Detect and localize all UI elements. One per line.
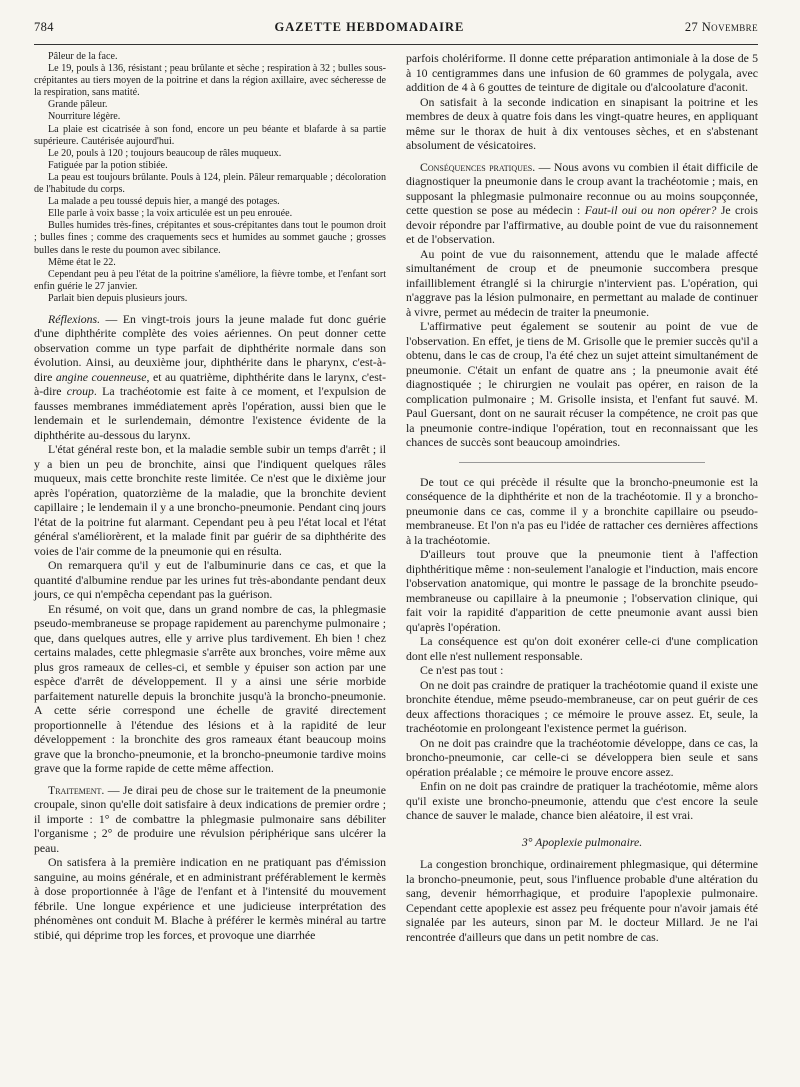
page-header (34, 20, 758, 42)
body-paragraph: La congestion bronchique, ordinairement phlegmasique, qui détermine la broncho-pneumonie, peut, sous l'influence probable d'une altération du sang, devenir hémorrhagique, et produire l'apoplexie pulmonaire. Cependant cette apoplexie est assez peu fréquente pour n'avoir jamais été signalée par les auteurs, sinon par M. le docteur Millard. Je ne l'ai rencontrée d'ailleurs que dans un petit nombre de cas. (406, 857, 758, 944)
note-paragraph: Pâleur de la face. (48, 51, 118, 62)
traitement-lead: Traitement. (48, 782, 105, 797)
text-run: — Je dirai peu de chose sur le traitement de la pneumonie croupale, sinon qu'elle doit satisfaire à deux indications de premier ordre ; il importe : 1° de combattre la phlegmasie pulmonaire sans débiliter l'organisme ; 2° de produire une révulsion périphérique sans ulcérer la peau. (34, 782, 386, 855)
traitement-paragraph (34, 783, 386, 856)
note-paragraph: Grande pâleur. (48, 99, 108, 111)
text-run: . La trachéotomie est faite à ce moment, et l'expulsion de fausses membranes immédiatement après l'opération, aussi bien que le lendemain et le surlendemain, démontre l'existence évidente de la diphthérite au-dessous du larynx. (34, 384, 386, 442)
body-paragraph: On remarquera qu'il y eut de l'albuminurie dans ce cas, et que la quantité d'albumine rendue par les urines fut très-abondante pendant deux jours, ce qui n'empêcha cependant pas la guérison. (34, 558, 386, 602)
issue-day: 27 (684, 20, 699, 34)
section-divider (459, 462, 705, 463)
note-paragraph: Le 19, pouls à 136, résistant ; peau brûlante et sèche ; respiration à 32 ; bulles sous-crépitantes au tiers moyen de la poitrine et dans la région axillaire, avec sécheresse de la respiration, sans matité. (34, 63, 386, 99)
reflexions-section (34, 312, 386, 943)
note-paragraph: Le 20, pouls à 120 ; toujours beaucoup de râles muqueux. (48, 147, 282, 159)
clinical-notes (34, 51, 386, 305)
body-paragraph: De tout ce qui précède il résulte que la broncho-pneumonie est la conséquence de la diphthérite et non de la trachéotomie. Il y a broncho-pneumonie dans ce cas, comme il y a bronchite capillaire ou pseudo-membraneuse. Et l'on n'a pas eu l'idée de rattacher ces dernières affections à la trachéotomie. (406, 474, 758, 547)
note-paragraph: La plaie est cicatrisée à son fond, encore un peu béante et blafarde à sa partie supérieure. Cautérisée aujourd'hui. (34, 123, 386, 147)
issue-date (685, 20, 758, 35)
page-number: 784 (34, 20, 54, 34)
note-paragraph: La peau est toujours brûlante. Pouls à 124, plein. Pâleur remarquable ; décoloration de l'habitude du corps. (34, 171, 386, 196)
journal-title: GAZETTE HEBDOMADAIRE (274, 20, 465, 34)
body-paragraph: L'affirmative peut également se soutenir au point de vue de l'observation. En effet, je tiens de M. Grisolle que le premier succès qu'il a obtenu, dans le cas de croup, l'a été chez un sujet atteint simultanément de pneumonie. C'était un enfant de quatre ans ; la pneumonie avait été diagnostiquée ; le chirurgien ne voulait pas opérer, en raison de la complication pulmonaire ; M. Grisolle insista, et l'enfant fut sauvé. M. Paul Guersant, dont on ne saurait récuser la compétence, ne croit pas que la pneumonie contre-indique l'opération, tout en reconnaissant que les chances de succès sont beaucoup amoindries. (406, 319, 758, 449)
body-paragraph: On satisfera à la première indication en ne pratiquant pas d'émission sanguine, au moins générale, et en administrant préférablement le kermès à dose proportionnée à l'âge de l'enfant et à l'intensité du mouvement fébrile. Une longue expérience et une judicieuse interprétation des phénomènes ont conduit M. Blache à préférer le kermès minéral au tartre stibié, qui déprime trop les forces, et provoque une diarrhée (34, 855, 386, 942)
right-column (406, 51, 758, 944)
body-paragraph: On satisfait à la seconde indication en sinapisant la poitrine et les membres de deux à quatre fois dans les vingt-quatre heures, en appliquant même sur le thorax de huit à dix ventouses sèches, et en s'abstenant absolument de vésicatoires. (406, 94, 758, 152)
body-paragraph: Ce n'est pas tout : (420, 663, 504, 677)
text-run: , et au quatrième, diphthérite dans le larynx, c'est-à-dire (34, 369, 387, 399)
body-paragraph: D'ailleurs tout prouve que la pneumonie tient à l'affection diphthéritique même : non-seulement l'analogie et l'induction, mais encore l'observation anatomique, qui montre le passage de la bronchite pseudo-membraneuse ou capillaire à la pneumonie ; l'observation clinique, qui fait voir la rapidité d'apparition de cette pneumonie avant aussi bien qu'après l'opération. (406, 547, 758, 634)
emphasis: angine couenneuse (55, 369, 147, 384)
section-heading (406, 835, 758, 850)
body-paragraph: On ne doit pas craindre de pratiquer la trachéotomie quand il existe une bronchite étendue, même pseudo-membraneuse, car on peut guérir de ces deux affections thoraciques ; ce mémoire le prouve assez. Et, seule, la trachéotomie en prolongeant l'existence permet la guérison. (406, 677, 758, 735)
columns (34, 51, 758, 944)
body-paragraph: En résumé, on voit que, dans un grand nombre de cas, la phlegmasie pseudo-membraneuse se propage rapidement au parenchyme pulmonaire ; que, dans quelques autres, elle y arrive plus tardivement. Eh bien ! chez certains malades, cette phlegmasie s'arrête aux bronches, voire même aux plus gros rameaux de celles-ci, et semble y épuiser son action par une espèce d'arrêt de développement. Il y a ainsi une série morbide parfaitement naturelle depuis la bronchite jusqu'à la broncho-pneumonie. A cette série correspond une échelle de gravité directement proportionnelle à l'étendue des lésions et à la rapidité de leur développement : la bronchite des gros rameaux étant beaucoup moins grave que la broncho-pneumonie, et la broncho-pneumonie tardive moins grave que la forme rapide de cette même affection. (34, 601, 386, 776)
body-paragraph: Au point de vue du raisonnement, attendu que le malade affecté simultanément de croup et de pneumonie succombera presque infailliblement étranglé si la chirurgie n'intervient pas. L'opération, qui n'aggrave pas la lésion pulmonaire, en permettant au malade de continuer à vivre, permet au médecin de traiter la pneumonie. (406, 246, 758, 319)
note-paragraph: Fatiguée par la potion stibiée. (48, 159, 168, 171)
section-title: 3° Apoplexie pulmonaire. (521, 834, 643, 849)
body-paragraph: Enfin on ne doit pas craindre de pratiquer la trachéotomie, même alors qu'il existe une broncho-pneumonie, attendu que c'est encore la seule chance de sauver le malade, chance bien aléatoire, il est vrai. (406, 779, 758, 822)
note-paragraph: Cependant peu à peu l'état de la poitrine s'améliore, la fièvre tombe, et l'enfant sort enfin guérie le 27 janvier. (34, 268, 386, 292)
note-paragraph: Bulles humides très-fines, crépitantes et sous-crépitantes dans tout le poumon droit ; bulles fines ; comme des craquements secs et humides au sommet gauche ; grosses bulles dans le reste du poumon avec sibilance. (34, 220, 386, 256)
consequences-lead: Conséquences pratiques. (420, 159, 536, 174)
emphasis: croup (66, 384, 94, 399)
emphasis: Faut-il oui ou non opérer? (584, 203, 717, 217)
body-paragraph: L'état général reste bon, et la maladie semble subir un temps d'arrêt ; il y a bien un peu de bronchite, ainsi que l'indiquent quelques râles muqueux, mais cette bronchite reste limitée. Ce n'est que le dixième jour après l'opération, quatorzième de la maladie, que la bronchite devient capillaire ; le lendemain il y a une broncho-pneumonie. Pendant cinq jours l'état de la poitrine fut alarmant. Cependant peu à peu l'état local et l'état général s'améliorèrent, et la malade finit par guérir de sa diphthérite des voies de l'air comme de la pneumonie qui en résulta. (34, 442, 386, 558)
note-paragraph: Nourriture légère. (48, 111, 121, 123)
text-run: — Nous avons vu combien il était difficile de diagnostiquer la pneumonie dans le croup avant la trachéotomie ; mais, en supposant la phlegmasie pulmonaire reconnue ou au moins soupçonnée, cette question se pose au médecin : (406, 159, 758, 217)
body-paragraph: On ne doit pas craindre que la trachéotomie développe, dans ce cas, la broncho-pneumonie, car celle-ci se développera bien seule et sans opération préalable ; ce mémoire le prouve encore assez. (406, 735, 758, 779)
issue-month: Novembre (701, 20, 758, 34)
text-run: Je crois devoir répondre par l'affirmative, au double point de vue du raisonnement et de l'observation. (406, 203, 758, 246)
note-paragraph: Parlait bien depuis plusieurs jours. (48, 292, 188, 304)
note-paragraph: La malade a peu toussé depuis hier, a mangé des potages. (48, 196, 280, 208)
header-rule (34, 44, 758, 45)
left-column (34, 51, 386, 944)
body-paragraph: La conséquence est qu'on doit exonérer celle-ci d'une complication dont elle n'est nullement responsable. (406, 634, 758, 663)
note-paragraph: Elle parle à voix basse ; la voix articulée est un peu enrouée. (48, 208, 293, 220)
body-paragraph: parfois cholériforme. Il donne cette préparation antimoniale à la dose de 5 à 10 centigrammes dans une infusion de 60 grammes de polygala, avec addition de 4 à 6 gouttes de teinture de digitale ou d'alcoolature d'aconit. (406, 51, 758, 94)
reflexions-lead: Réflexions. (48, 311, 101, 326)
consequences-paragraph (406, 160, 758, 247)
reflexions-paragraph (34, 312, 386, 443)
note-paragraph: Même état le 22. (48, 256, 116, 268)
text-run: — En vingt-trois jours la jeune malade fut donc guérie d'une diphthérite complète des voies aériennes. On peut donner cette observation comme un type parfait de diphthérite normale dans son évolution. Ainsi, au deuxième jour, diphthérite dans le pharynx, c'est-à-dire (34, 311, 386, 384)
